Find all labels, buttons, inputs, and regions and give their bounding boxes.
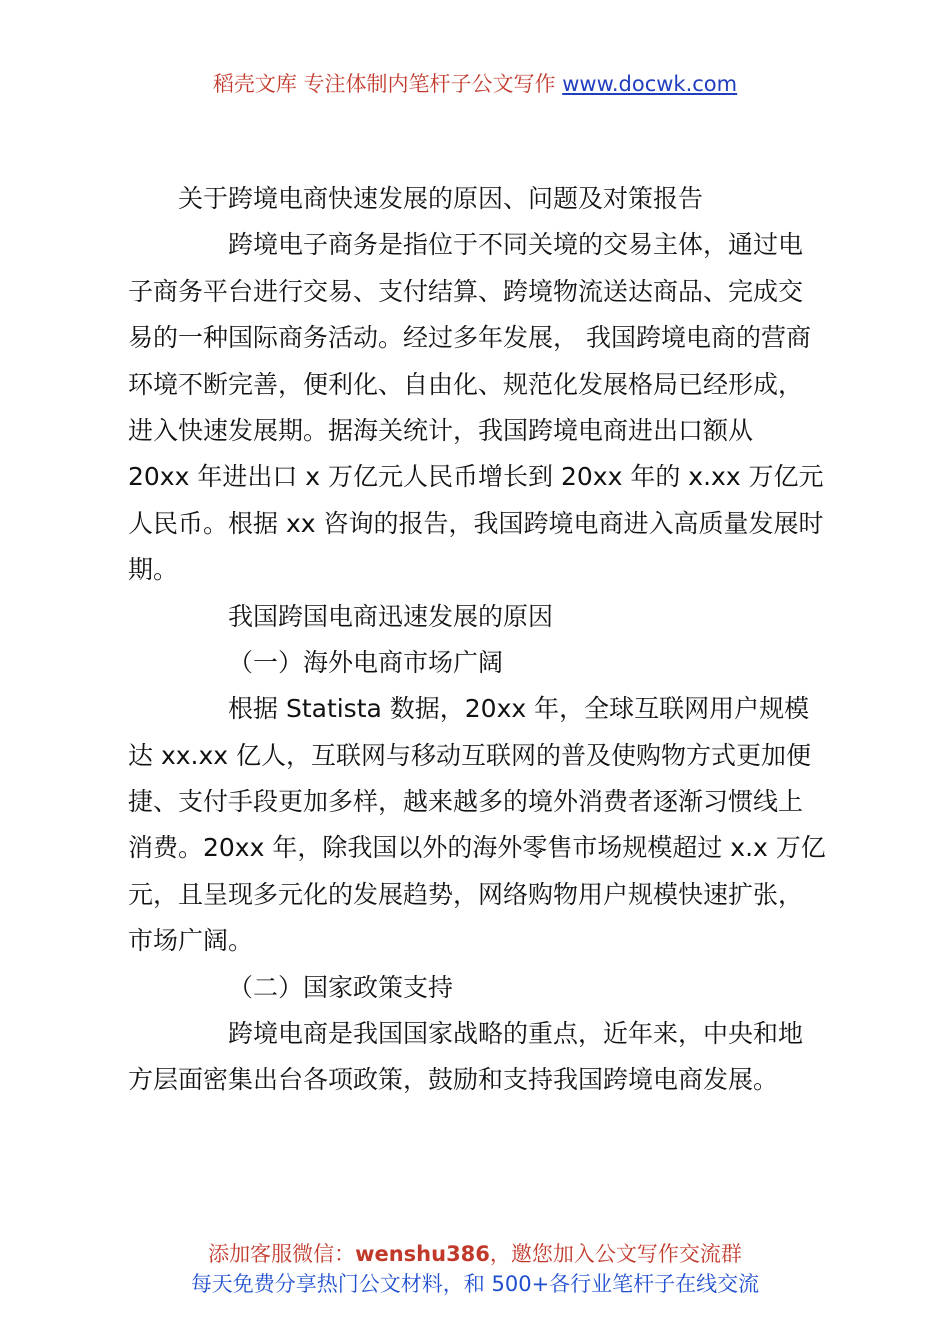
paragraph-line: 元，且呈现多元化的发展趋势，网络购物用户规模快速扩张， xyxy=(128,879,804,909)
footer-contact-prefix: 添加客服微信： xyxy=(208,1242,356,1266)
page-footer xyxy=(0,1239,950,1299)
paragraph-line: 20xx 年进出口 x 万亿元人民币增长到 20xx 年的 x.xx 万亿元 xyxy=(128,462,824,492)
document-title: 关于跨境电商快速发展的原因、问题及对策报告 xyxy=(178,184,704,213)
paragraph-line: 易的一种国际商务活动。经过多年发展， 我国跨境电商的营商 xyxy=(128,323,811,353)
subsection-heading: （二）国家政策支持 xyxy=(228,972,454,1002)
paragraph-line: 期。 xyxy=(128,555,179,585)
footer-promo-line: 每天免费分享热门公文材料，和 500+各行业笔杆子在线交流 xyxy=(190,1272,760,1296)
section-heading: 我国跨国电商迅速发展的原因 xyxy=(228,601,554,631)
paragraph-line: 进入快速发展期。据海关统计，我国跨境电商进出口额从 xyxy=(128,415,754,445)
paragraph-line: 跨境电子商务是指位于不同关境的交易主体，通过电 xyxy=(228,230,804,260)
footer-wechat-id: wenshu386 xyxy=(355,1242,490,1266)
paragraph-line: 达 xx.xx 亿人，互联网与移动互联网的普及使购物方式更加便 xyxy=(128,740,812,770)
paragraph-line: 人民币。根据 xx 咨询的报告，我国跨境电商进入高质量发展时 xyxy=(128,508,824,538)
paragraph-line: 根据 Statista 数据，20xx 年，全球互联网用户规模 xyxy=(228,694,810,724)
paragraph-line: 捷、支付手段更加多样，越来越多的境外消费者逐渐习惯线上 xyxy=(128,787,804,817)
subsection-heading: （一）海外电商市场广阔 xyxy=(228,647,504,677)
paragraph-line: 跨境电商是我国国家战略的重点，近年来，中央和地 xyxy=(228,1019,804,1049)
paragraph-line: 消费。20xx 年，除我国以外的海外零售市场规模超过 x.x 万亿 xyxy=(128,833,826,863)
page-header xyxy=(0,68,950,100)
paragraph-line: 市场广阔。 xyxy=(128,926,254,956)
header-website-link[interactable]: www.docwk.com xyxy=(562,72,738,96)
paragraph-line: 环境不断完善，便利化、自由化、规范化发展格局已经形成， xyxy=(128,369,804,399)
footer-contact-line xyxy=(0,1239,950,1269)
footer-contact-suffix: ，邀您加入公文写作交流群 xyxy=(489,1242,742,1266)
paragraph-line: 子商务平台进行交易、支付结算、跨境物流送达商品、完成交 xyxy=(128,276,804,306)
header-brand-text: 稻壳文库 专注体制内笔杆子公文写作 xyxy=(212,72,556,96)
document-body xyxy=(128,176,838,1104)
paragraph-line: 方层面密集出台各项政策，鼓励和支持我国跨境电商发展。 xyxy=(128,1065,779,1095)
